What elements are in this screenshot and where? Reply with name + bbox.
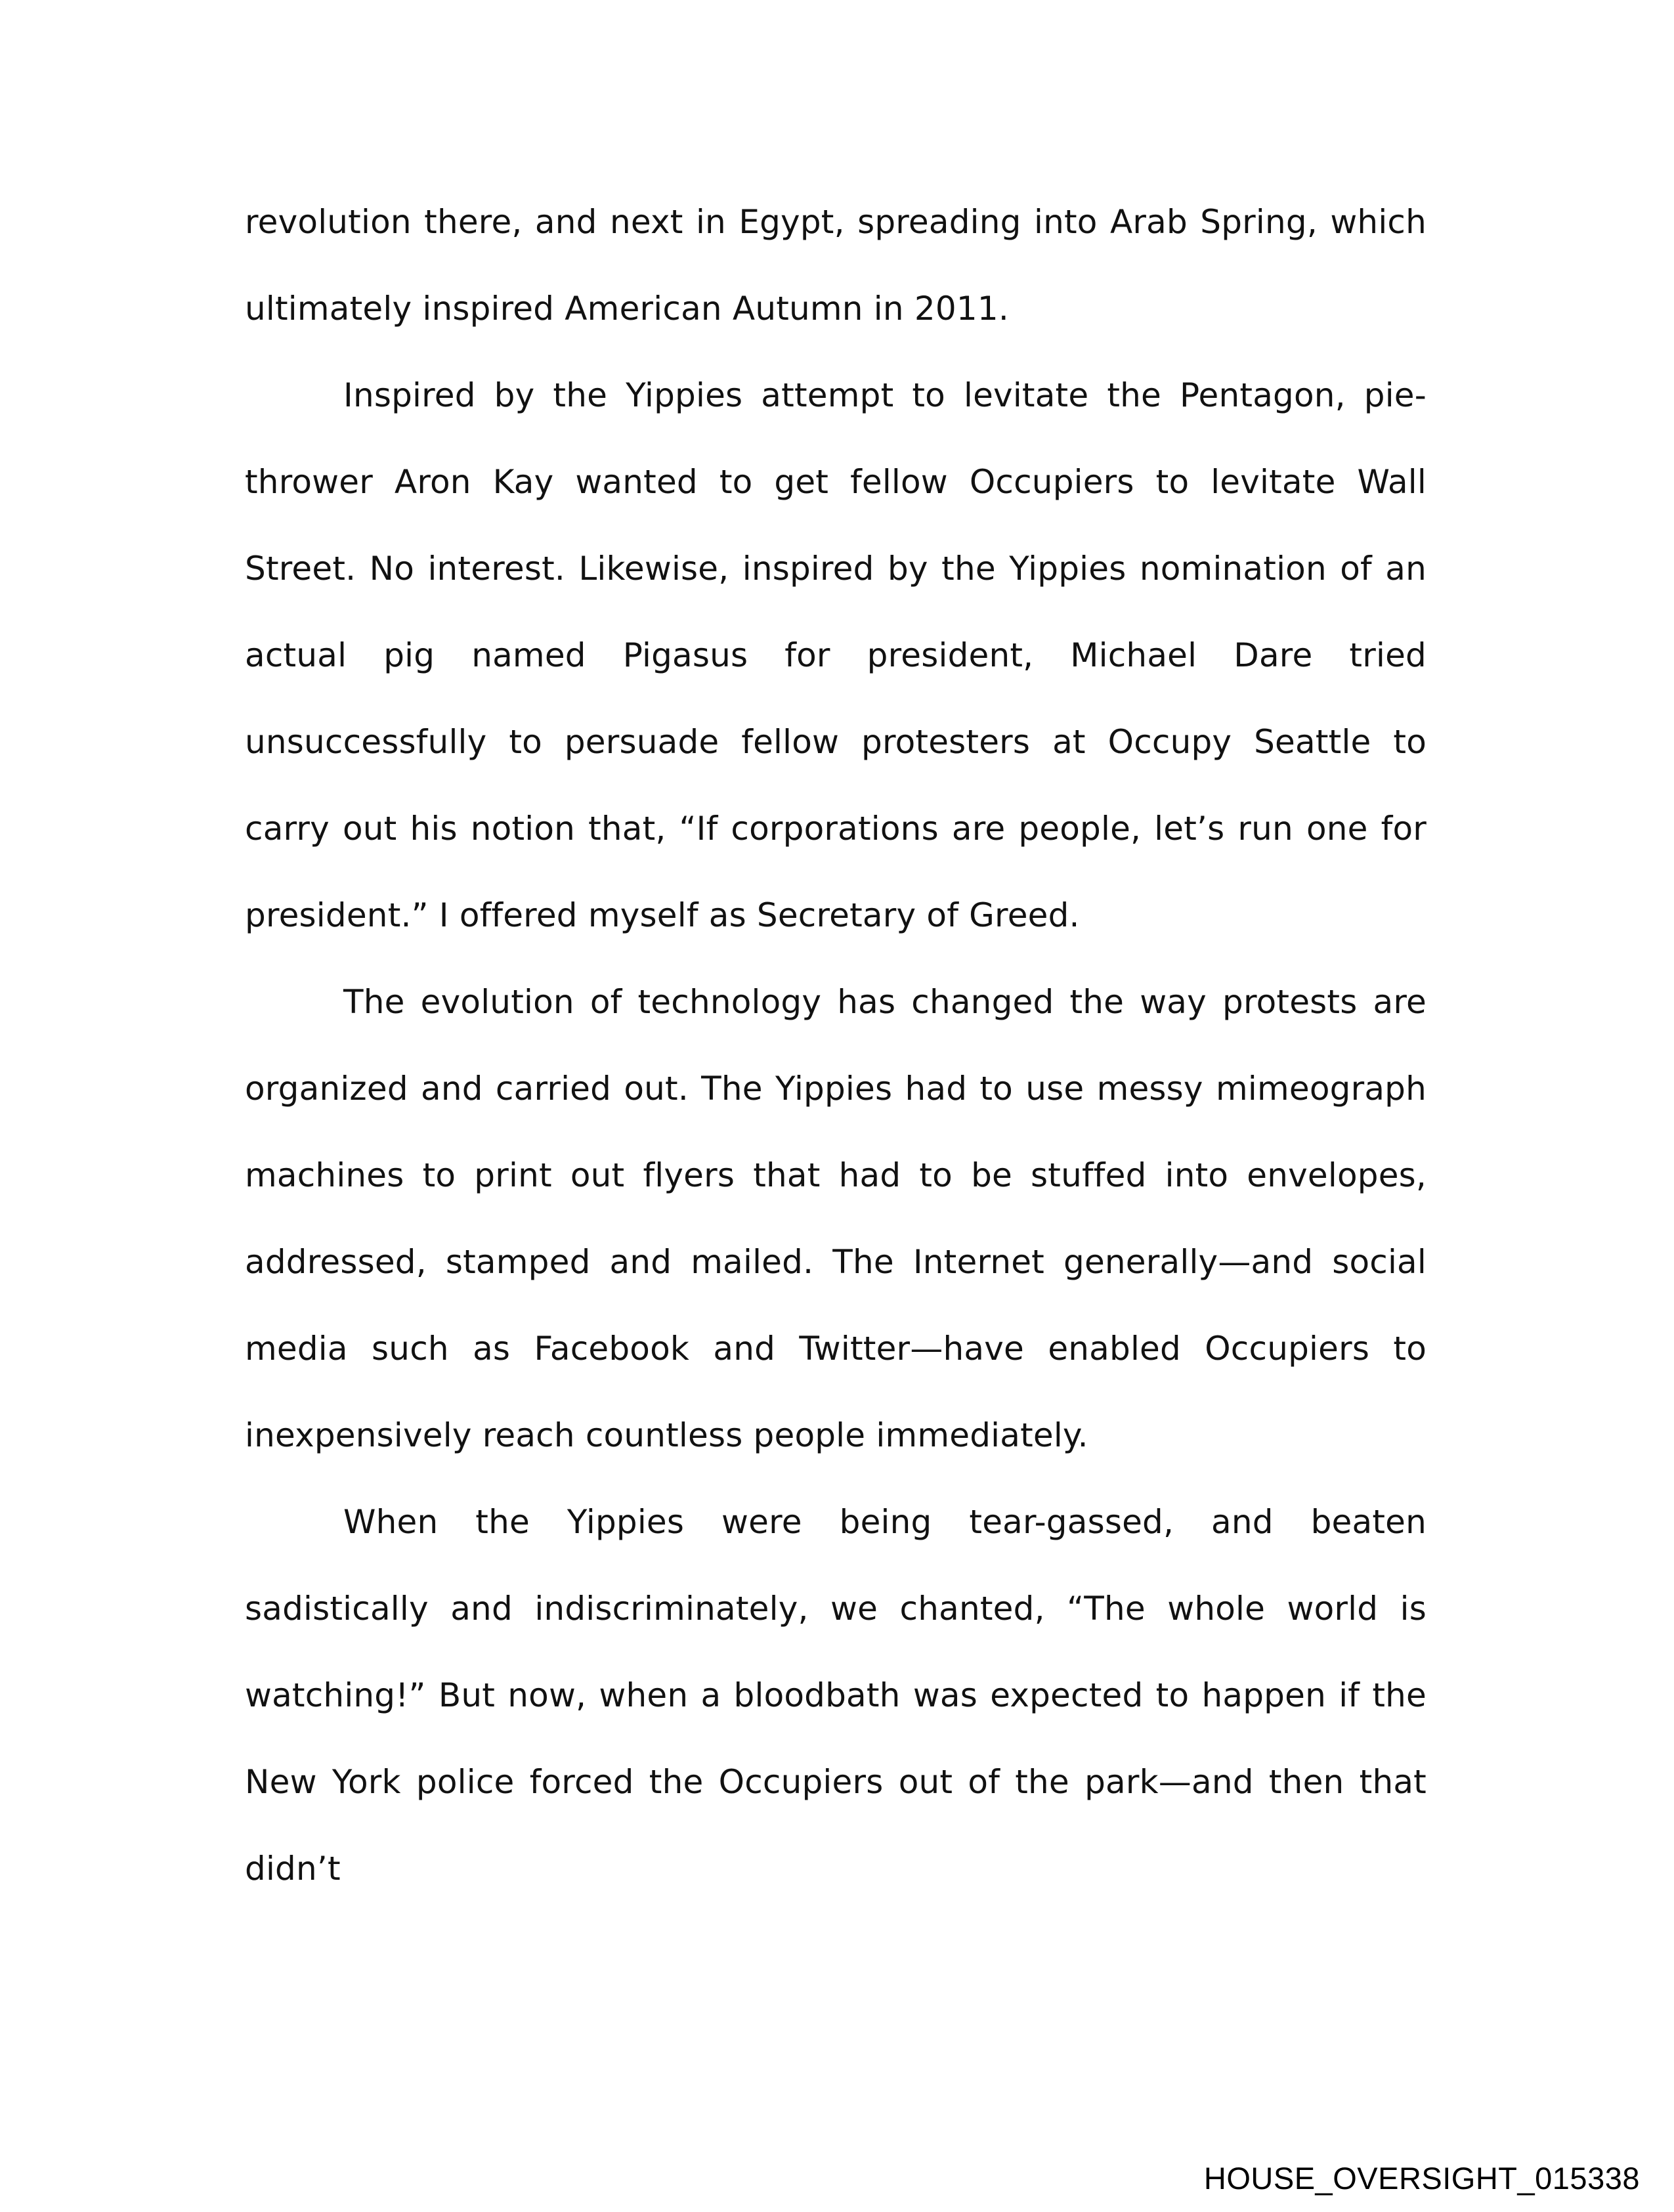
paragraph-technology: The evolution of technology has changed the way protests are organized and carried out. The Yippies had to use messy mimeograph machines to print out flyers that had to be stuffed into envelopes, addressed, stamped and mailed. The Internet generally—and social media such as Facebook and Twitter—have enabled Occupiers to inexpensively reach countless people immediately. bbox=[245, 983, 1427, 1454]
paragraph-levitate: Inspired by the Yippies attempt to levitate the Pentagon, pie-thrower Aron Kay wanted to get fellow Occupiers to levitate Wall Street. No interest. Likewise, inspired by the Yippies nomination of an actual pig named Pigasus for president, Michael Dare tried unsuccessfully to persuade fellow protesters at Occupy Seattle to carry out his notion that, “If corporations are people, let’s run one for president.” I offered myself as Secretary of Greed. bbox=[245, 376, 1427, 934]
body-text bbox=[245, 179, 1427, 1912]
paragraph-revolution: revolution there, and next in Egypt, spreading into Arab Spring, which ultimately inspired American Autumn in 2011. bbox=[245, 203, 1427, 328]
paragraph-whole-world-watching: When the Yippies were being tear-gassed, and beaten sadistically and indiscriminately, we chanted, “The whole world is watching!” But now, when a bloodbath was expected to happen if the New York police forced the Occupiers out of the park—and then that didn’t bbox=[245, 1503, 1427, 1888]
bates-number: HOUSE_OVERSIGHT_015338 bbox=[1203, 2161, 1640, 2196]
